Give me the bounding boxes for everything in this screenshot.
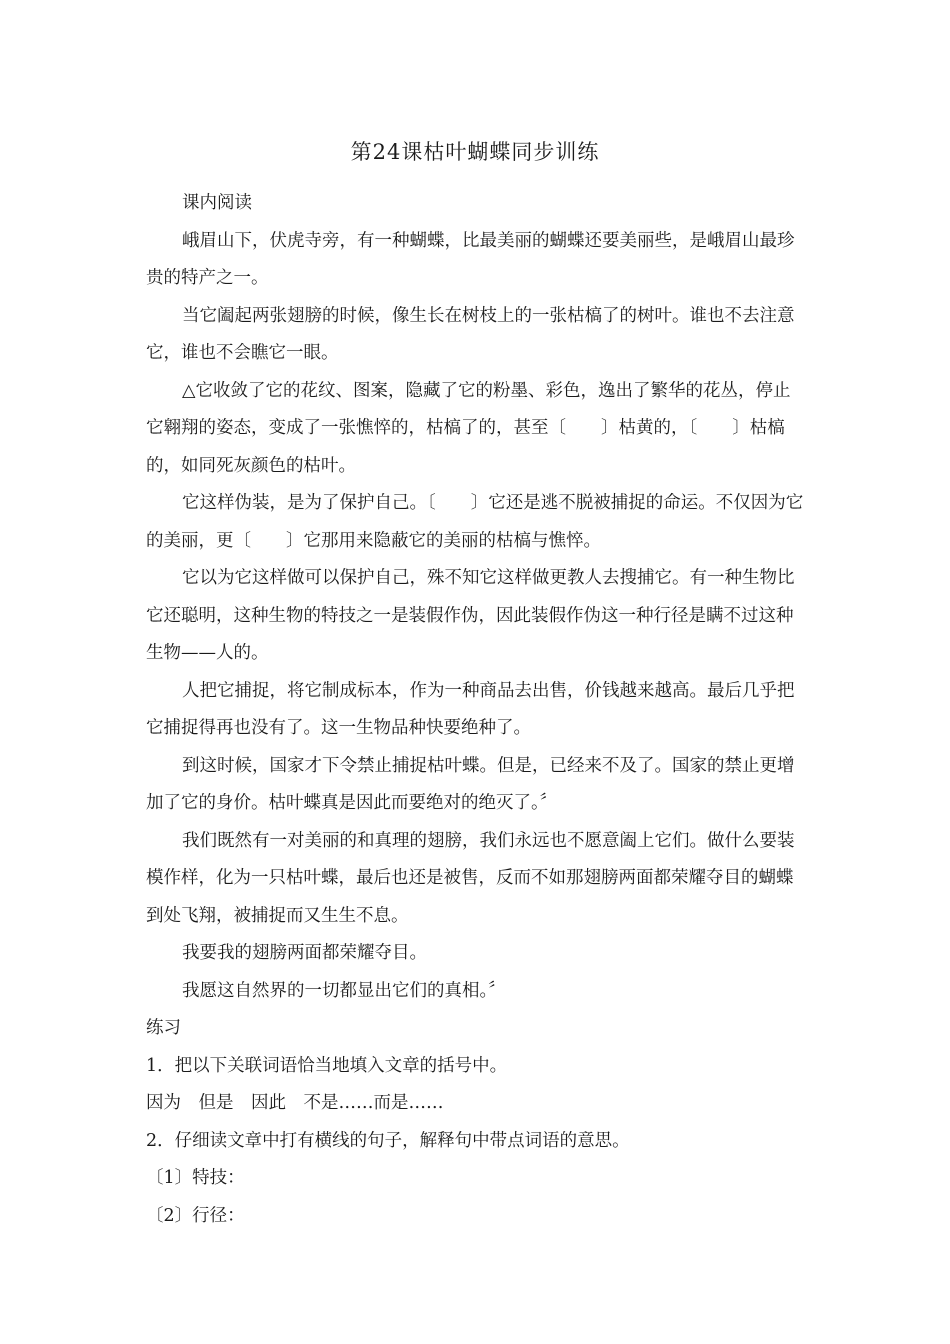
section-heading: 课内阅读 [182,193,252,213]
paragraph: 我愿这自然界的一切都显出它们的真相。〞 [182,980,506,1001]
paragraph: 到这时候，国家才下令禁止捕捉枯叶蝶。但是，已经来不及了。国家的禁止更增加了它的身价。枯叶蝶真是因此而要绝对的绝灭了。〞 [146,755,795,813]
exercise-item: 〔2〕行径： [146,1205,245,1226]
paragraph: △它收敛了它的花纹、图案，隐藏了它的粉墨、彩色，逸出了繁华的花丛，停止它翱翔的姿态，变成了一张憔悴的，枯槁了的，甚至〔 〕枯黄的，〔 〕枯槁的，如同死灰颜色的枯叶。 [146,380,791,476]
paragraph: 当它阖起两张翅膀的时候，像生长在树枝上的一张枯槁了的树叶。谁也不去注意它，谁也不会瞧它一眼。 [146,305,795,363]
paragraph: 它这样伪装，是为了保护自己。〔 〕它还是逃不脱被捕捉的命运。不仅因为它的美丽，更〔 〕它那用来隐蔽它的美丽的枯槁与憔悴。 [146,493,804,551]
exercise-item: 〔1〕特技： [146,1168,245,1188]
page-title: 第24课枯叶蝴蝶同步训练 [350,140,600,164]
exercise-item: 因为 但是 因此 不是……而是…… [146,1093,444,1113]
document-body [146,185,806,1235]
exercise-item: 1．把以下关联词语恰当地填入文章的括号中。 [146,1055,508,1076]
exercise-item: 2．仔细读文章中打有横线的句子，解释句中带点词语的意思。 [146,1130,630,1151]
paragraph: 人把它捕捉，将它制成标本，作为一种商品去出售，价钱越来越高。最后几乎把它捕捉得再也没有了。这一生物品种快要绝种了。 [146,680,795,738]
exercise-heading: 练习 [146,1018,181,1038]
paragraph: 我们既然有一对美丽的和真理的翅膀，我们永远也不愿意阖上它们。做什么要装模作样，化为一只枯叶蝶，最后也还是被售，反而不如那翅膀两面都荣耀夺目的蝴蝶到处飞翔，被捕捉而又生生不息。 [146,830,795,926]
paragraph: 峨眉山下，伏虎寺旁，有一种蝴蝶，比最美丽的蝴蝶还要美丽些，是峨眉山最珍贵的特产之一。 [146,230,795,288]
paragraph: 我要我的翅膀两面都荣耀夺目。 [182,943,427,963]
paragraph: 它以为它这样做可以保护自己，殊不知它这样做更教人去搜捕它。有一种生物比它还聪明，这种生物的特技之一是装假作伪，因此装假作伪这一种行径是瞒不过这种生物——人的。 [146,568,795,663]
